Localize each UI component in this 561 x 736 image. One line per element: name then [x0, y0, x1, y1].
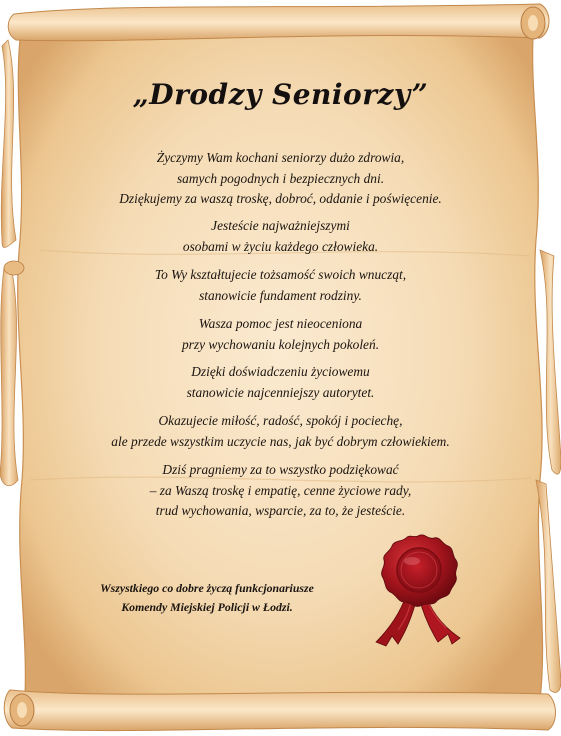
stanza-5 — [60, 362, 501, 403]
stanza-7 — [60, 460, 501, 522]
stanza-2 — [60, 216, 501, 257]
stanza-line: osobami w życiu każdego człowieka. — [182, 238, 379, 254]
wax-seal-icon — [368, 530, 468, 652]
stanza-line: ale przede wszystkim uczycie nas, jak być dobrym człowiekiem. — [111, 433, 450, 449]
signature-line: Wszystkiego co dobre życzą funkcjonariusze — [100, 581, 314, 595]
stanza-line: stanowicie najcenniejszy autorytet. — [186, 384, 375, 400]
stanza-line: przy wychowaniu kolejnych pokoleń. — [181, 336, 380, 352]
stanza-line: samych pogodnych i bezpiecznych dni. — [176, 170, 385, 186]
stanza-4 — [60, 314, 501, 355]
signature-line: Komendy Miejskiej Policji w Łodzi. — [121, 600, 293, 614]
document-title: „Drodzy Seniorzy” — [132, 78, 429, 111]
stanza-line: To Wy kształtujecie tożsamość swoich wnucząt, — [154, 267, 407, 282]
stanza-line: Życzymy Wam kochani seniorzy dużo zdrowia, — [156, 150, 405, 165]
stanza-line: Jesteście najważniejszymi — [211, 218, 350, 233]
signature-block — [62, 579, 352, 617]
stanza-line: Okazujecie miłość, radość, spokój i pociechę, — [158, 413, 403, 428]
stanza-6 — [60, 411, 501, 452]
stanza-line: Dziękujemy za waszą troskę, dobroć, oddanie i poświęcenie. — [119, 191, 442, 206]
stanza-line: Dzięki doświadczeniu życiowemu — [191, 364, 370, 379]
stanza-line: Dziś pragniemy za to wszystko podziękować — [162, 462, 399, 477]
stanza-3 — [60, 265, 501, 306]
stanza-line: – za Waszą troskę i empatię, cenne życiowe rady, — [149, 482, 412, 498]
stanza-1 — [60, 148, 501, 210]
stanza-line: trud wychowania, wsparcie, za to, że jesteście. — [155, 503, 406, 518]
stanza-line: Wasza pomoc jest nieoceniona — [198, 316, 363, 331]
stanza-line: stanowicie fundament rodziny. — [199, 287, 362, 303]
